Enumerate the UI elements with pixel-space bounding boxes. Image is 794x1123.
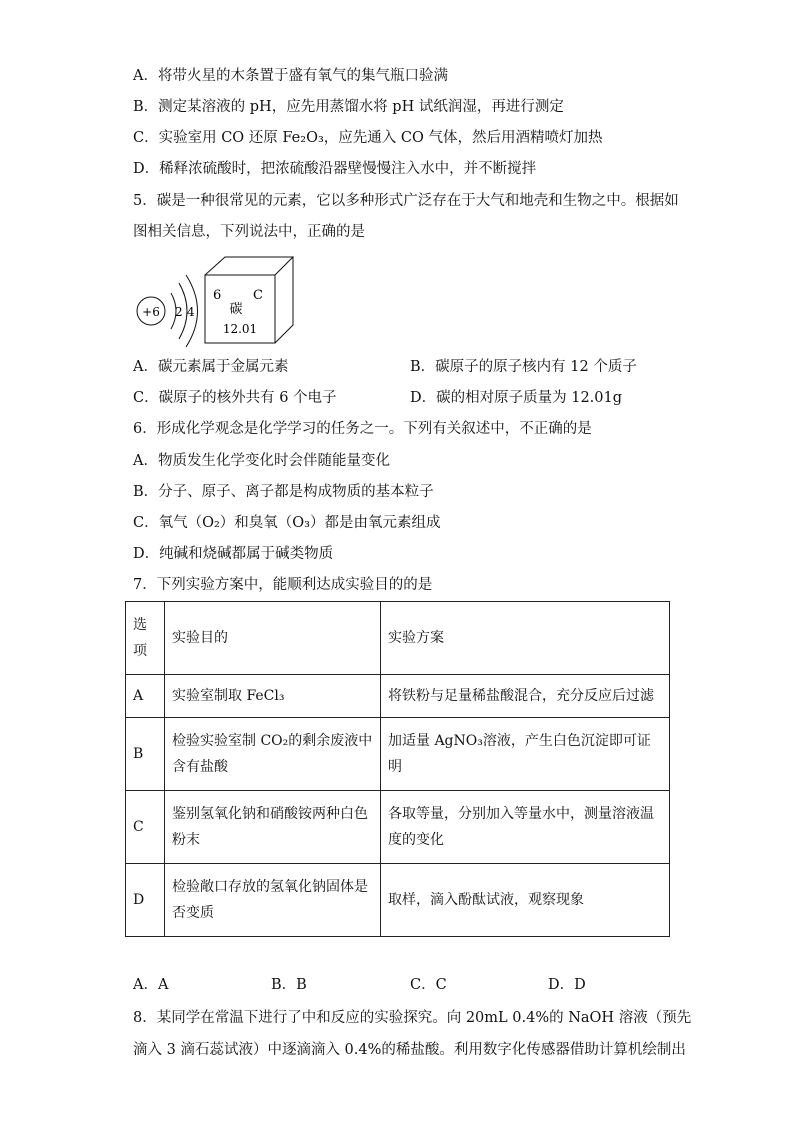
q6-stem: 6．形成化学观念是化学学习的任务之一。下列有关叙述中，不正确的是 — [133, 421, 592, 437]
row-b-label: B — [126, 718, 165, 791]
row-d-plan: 取样，滴入酚酞试液，观察现象 — [381, 864, 670, 937]
q4-option-a: A．将带火星的木条置于盛有氧气的集气瓶口验满 — [133, 68, 448, 84]
header-plan: 实验方案 — [381, 602, 670, 675]
row-a-label: A — [126, 675, 165, 718]
q4-option-c: C．实验室用 CO 还原 Fe₂O₃，应先通入 CO 气体，然后用酒精喷灯加热 — [133, 130, 603, 146]
shell2-electrons: 4 — [187, 305, 195, 319]
atomic-mass: 12.01 — [222, 322, 258, 336]
q5-option-a: A．碳元素属于金属元素 — [133, 359, 289, 375]
table-row — [126, 791, 670, 864]
table-header-row — [126, 602, 670, 675]
q8-stem-line1: 8．某同学在常温下进行了中和反应的实验探究。向 20mL 0.4%的 NaOH 溶液（预先 — [133, 1010, 692, 1026]
q5-stem-line1: 5．碳是一种很常见的元素，它以多种形式广泛存在于大气和地壳和生物之中。根据如 — [133, 193, 679, 209]
q7-answer-a: A．A — [133, 977, 169, 993]
q6-option-d: D．纯碱和烧碱都属于碱类物质 — [133, 546, 334, 562]
q7-answer-b: B．B — [271, 977, 307, 993]
element-symbol: C — [253, 288, 263, 303]
q4-option-b: B．测定某溶液的 pH，应先用蒸馏水将 pH 试纸润湿，再进行测定 — [133, 99, 564, 115]
q5-option-b: B．碳原子的原子核内有 12 个质子 — [410, 359, 637, 375]
table-row — [126, 675, 670, 718]
q6-option-c: C．氧气（O₂）和臭氧（O₃）都是由氧元素组成 — [133, 515, 441, 531]
row-a-plan: 将铁粉与足量稀盐酸混合，充分反应后过滤 — [381, 675, 670, 718]
row-d-purpose: 检验敞口存放的氢氧化钠固体是否变质 — [165, 864, 381, 937]
row-c-label: C — [126, 791, 165, 864]
carbon-atom-diagram — [133, 255, 303, 350]
q7-stem: 7．下列实验方案中，能顺利达成实验目的的是 — [133, 577, 433, 593]
row-c-plan: 各取等量，分别加入等量水中，测量溶液温度的变化 — [381, 791, 670, 864]
q7-answer-c: C．C — [410, 977, 447, 993]
carbon-figure — [133, 255, 303, 354]
q5-stem-line2: 图相关信息，下列说法中，正确的是 — [133, 224, 365, 240]
row-b-purpose: 检验实验室制 CO₂的剩余废液中含有盐酸 — [165, 718, 381, 791]
element-name: 碳 — [229, 302, 243, 317]
header-purpose: 实验目的 — [165, 602, 381, 675]
shell1-electrons: 2 — [175, 305, 183, 319]
table-row — [126, 718, 670, 791]
q5-option-c: C．碳原子的核外共有 6 个电子 — [133, 390, 337, 406]
nucleus-charge: +6 — [142, 305, 160, 319]
q8-stem-line2: 滴入 3 滴石蕊试液）中逐滴滴入 0.4%的稀盐酸。利用数字化传感器借助计算机绘制出 — [133, 1042, 686, 1058]
q7-answer-d: D．D — [548, 977, 586, 993]
q6-option-b: B．分子、原子、离子都是构成物质的基本粒子 — [133, 484, 434, 500]
q7-table — [125, 601, 670, 937]
header-option: 选项 — [126, 602, 165, 675]
q5-option-d: D．碳的相对原子质量为 12.01g — [410, 390, 623, 406]
row-b-plan: 加适量 AgNO₃溶液，产生白色沉淀即可证明 — [381, 718, 670, 791]
atomic-number: 6 — [213, 288, 222, 303]
q6-option-a: A．物质发生化学变化时会伴随能量变化 — [133, 453, 390, 469]
row-a-purpose: 实验室制取 FeCl₃ — [165, 675, 381, 718]
table-row — [126, 864, 670, 937]
q4-option-d: D．稀释浓硫酸时，把浓硫酸沿器壁慢慢注入水中，并不断搅拌 — [133, 161, 537, 177]
row-c-purpose: 鉴别氢氧化钠和硝酸铵两种白色粉末 — [165, 791, 381, 864]
row-d-label: D — [126, 864, 165, 937]
